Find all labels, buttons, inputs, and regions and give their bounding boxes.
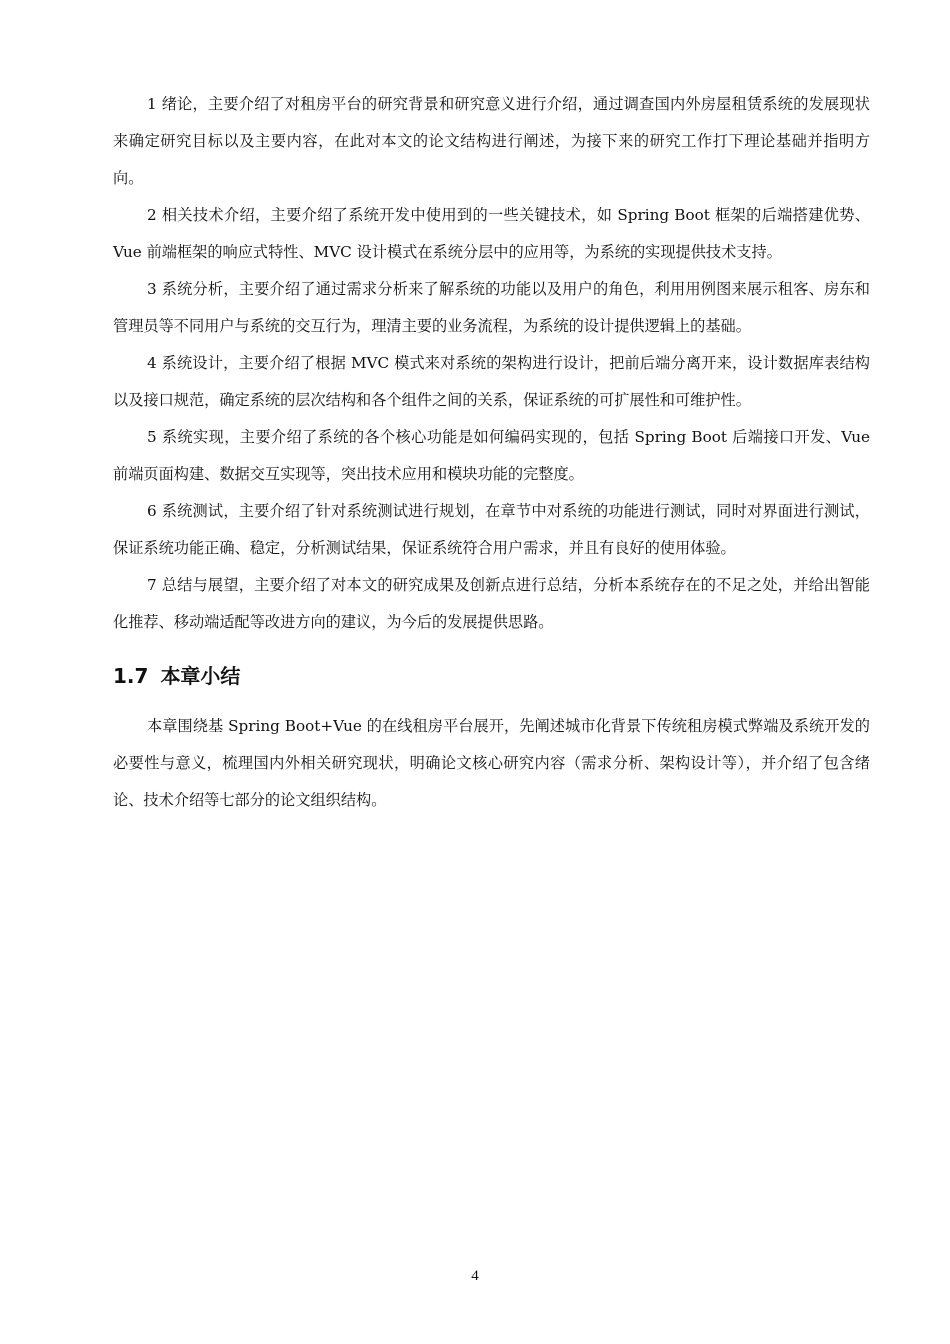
section-number: 1.7: [113, 664, 149, 688]
page-number: 4: [471, 1268, 479, 1284]
summary-paragraph: 本章围绕基 Spring Boot+Vue 的在线租房平台展开，先阐述城市化背景下传统租房模式弊端及系统开发的必要性与意义，梳理国内外相关研究现状，明确论文核心研究内容（需求分析、架构设计等），并介绍了包含绪论、技术介绍等七部分的论文组织结构。: [113, 717, 870, 809]
paragraph-chapter-1: 1 绪论，主要介绍了对租房平台的研究背景和研究意义进行介绍，通过调查国内外房屋租赁系统的发展现状来确定研究目标以及主要内容，在此对本文的论文结构进行阐述，为接下来的研究工作打下理论基础并指明方向。: [113, 95, 870, 187]
page-body: [113, 86, 870, 819]
paragraph-chapter-3: 3 系统分析，主要介绍了通过需求分析来了解系统的功能以及用户的角色，利用用例图来展示租客、房东和管理员等不同用户与系统的交互行为，理清主要的业务流程，为系统的设计提供逻辑上的基础。: [113, 280, 870, 335]
paragraph-chapter-7: 7 总结与展望，主要介绍了对本文的研究成果及创新点进行总结，分析本系统存在的不足之处，并给出智能化推荐、移动端适配等改进方向的建议，为今后的发展提供思路。: [113, 576, 870, 631]
paragraph-chapter-6: 6 系统测试，主要介绍了针对系统测试进行规划，在章节中对系统的功能进行测试，同时对界面进行测试，保证系统功能正确、稳定，分析测试结果，保证系统符合用户需求，并且有良好的使用体验。: [113, 502, 870, 557]
paragraph-chapter-5: 5 系统实现，主要介绍了系统的各个核心功能是如何编码实现的，包括 Spring Boot 后端接口开发、Vue 前端页面构建、数据交互实现等，突出技术应用和模块功能的完整度。: [113, 428, 870, 483]
paragraph-chapter-2: 2 相关技术介绍，主要介绍了系统开发中使用到的一些关键技术，如 Spring Boot 框架的后端搭建优势、Vue 前端框架的响应式特性、MVC 设计模式在系统分层中的应用等，为系统的实现提供技术支持。: [113, 206, 870, 261]
section-title: 本章小结: [160, 664, 241, 688]
paragraph-chapter-4: 4 系统设计，主要介绍了根据 MVC 模式来对系统的架构进行设计，把前后端分离开来，设计数据库表结构以及接口规范，确定系统的层次结构和各个组件之间的关系，保证系统的可扩展性和可维护性。: [113, 354, 870, 409]
section-heading: [113, 662, 870, 690]
